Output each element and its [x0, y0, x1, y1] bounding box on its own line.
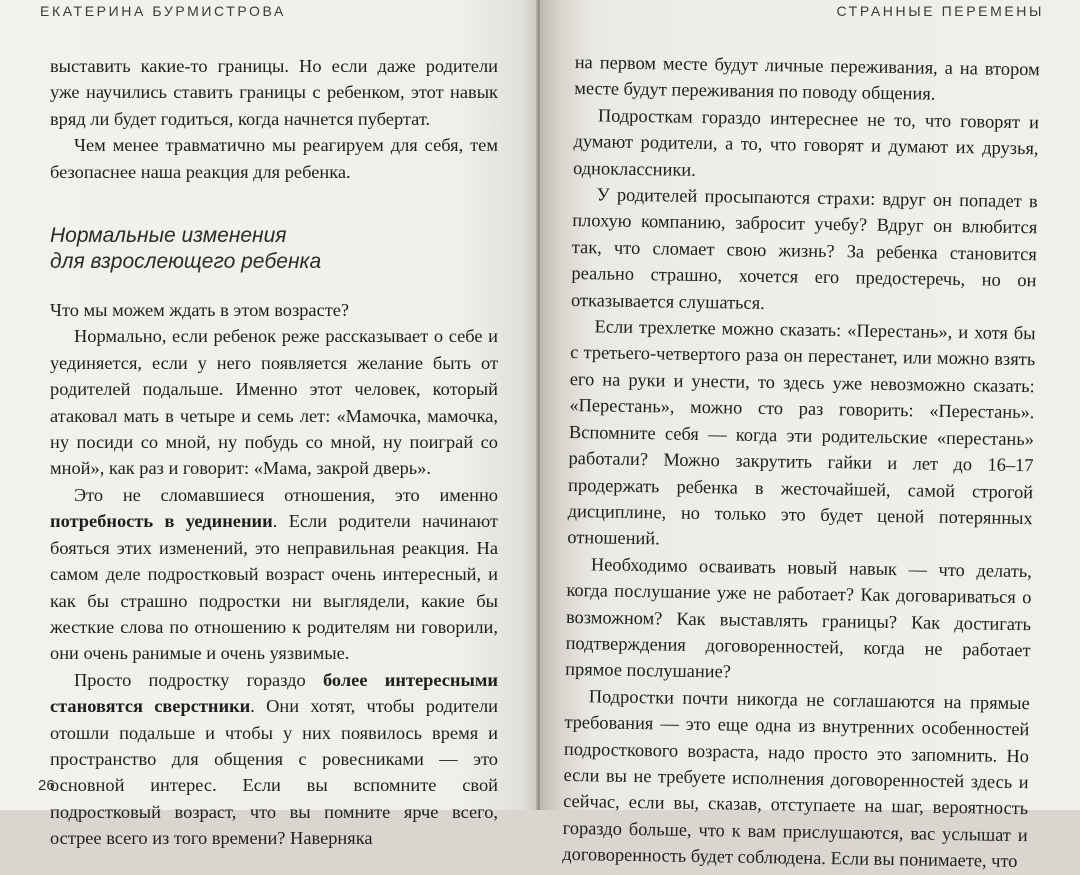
- page-number: 26: [38, 777, 55, 794]
- left-paragraph-5: [50, 482, 498, 667]
- left-paragraph-3: Что мы можем ждать в этом возрасте?: [50, 300, 350, 321]
- right-page-text: [562, 49, 1040, 875]
- right-running-head: СТРАННЫЕ ПЕРЕМЕНЫ: [836, 3, 1044, 19]
- left-paragraph-5-start: Это не сломавшиеся отношения, это именно: [74, 484, 498, 505]
- right-paragraph-6: Подростки почти никогда не соглашаются на прямые требования — это еще одна из внутренних особенностей подросткового возраста, надо просто это запомнить. Но если вы не требуете исполнения договоренностей здесь и сейчас, если вы, сказав, отступаете на шаг, вероятность гораздо больше, что к вам прислушаются, вас услышат и договоренность будет соблюдена. Если вы понимаете, что: [562, 686, 1030, 872]
- left-paragraph-5-end: . Если родители начинают бояться этих изменений, это неправильная реакция. На самом деле подростковый возраст очень интересный, и как бы страшно подростки ни выглядели, какие бы жесткие слова по отношению к родителям ни говорили, они очень ранимые и очень уязвимые.: [50, 511, 498, 664]
- left-paragraph-1: выставить какие-то границы. Но если даже родители уже научились ставить границы с ребенком, этот навык вряд ли будет годиться, когда начнется пубертат.: [50, 56, 498, 129]
- left-paragraph-6-start: Просто подростку гораздо: [74, 669, 323, 690]
- section-heading-line-1: Нормальные изменения: [50, 224, 287, 248]
- emphasis-need-for-solitude: потребность в уединении: [50, 511, 273, 532]
- right-paragraph-1: на первом месте будут личные переживания, а на втором месте будут переживания по поводу общения.: [574, 51, 1040, 105]
- section-heading-line-2: для взрослеющего ребенка: [50, 250, 322, 274]
- left-paragraph-4: Нормально, если ребенок реже рассказывает о себе и уединяется, если у него появляется желание быть от родителей подальше. Именно этот человек, который атаковал мать в четыре и семь лет: «Мамочка, мамочка, ну посиди со мной, ну побудь со мной, ну поиграй со мной», как раз и говорит: «Мама, закрой дверь».: [50, 326, 498, 479]
- left-paragraph-6-end: . Они хотят, чтобы родители отошли подальше и чтобы у них появилось время и пространство для общения с ровесниками — это основной интерес. Если вы вспомните свой подростковый возраст, что вы помните ярче всего, острее всего из того времени? Наверняка: [50, 696, 499, 849]
- section-heading: [50, 223, 498, 275]
- right-paragraph-3: У родителей просыпаются страхи: вдруг он попадет в плохую компанию, забросит учебу? Вдруг он влюбится так, что сломает свою жизнь? За ребенка становится реально страшно, хочется его предостеречь, но он отказывается слушаться.: [570, 184, 1038, 313]
- left-running-head: ЕКАТЕРИНА БУРМИСТРОВА: [40, 3, 286, 19]
- left-page-text: [50, 53, 498, 852]
- right-paragraph-4: Если трехлетке можно сказать: «Перестань», и хотя бы с третьего-четвертого раза он перестанет, или можно взять его на руки и унести, то здесь уже невозможно сказать: «Перестань», можно сто раз говорить: «Перестань». Вспомните себя — когда эти родительские «перестань» работали? Можно закрутить гайки и лет до 16–17 продержать ребенка в жесточайшей, самой строгой дисциплине, но только это будет ценой потерянных отношений.: [567, 316, 1036, 549]
- left-page: [0, 0, 538, 849]
- right-paragraph-5: Необходимо осваивать новый навык — что делать, когда послушание уже не работает? Как договариваться о возможном? Как выставлять границы? Как достигать подтверждения договоренностей, когда не работает прямое послушание?: [565, 554, 1033, 682]
- left-paragraph-2: Чем менее травматично мы реагируем для себя, тем безопаснее наша реакция для ребенка.: [50, 135, 498, 182]
- emphasis-peers-more-interesting: более интересными становятся сверстники: [50, 669, 498, 717]
- right-paragraph-2: Подросткам гораздо интереснее не то, что говорят и думают родители, а то, что говорят и думают их друзья, одноклассники.: [572, 105, 1040, 180]
- left-paragraph-6: [50, 667, 498, 852]
